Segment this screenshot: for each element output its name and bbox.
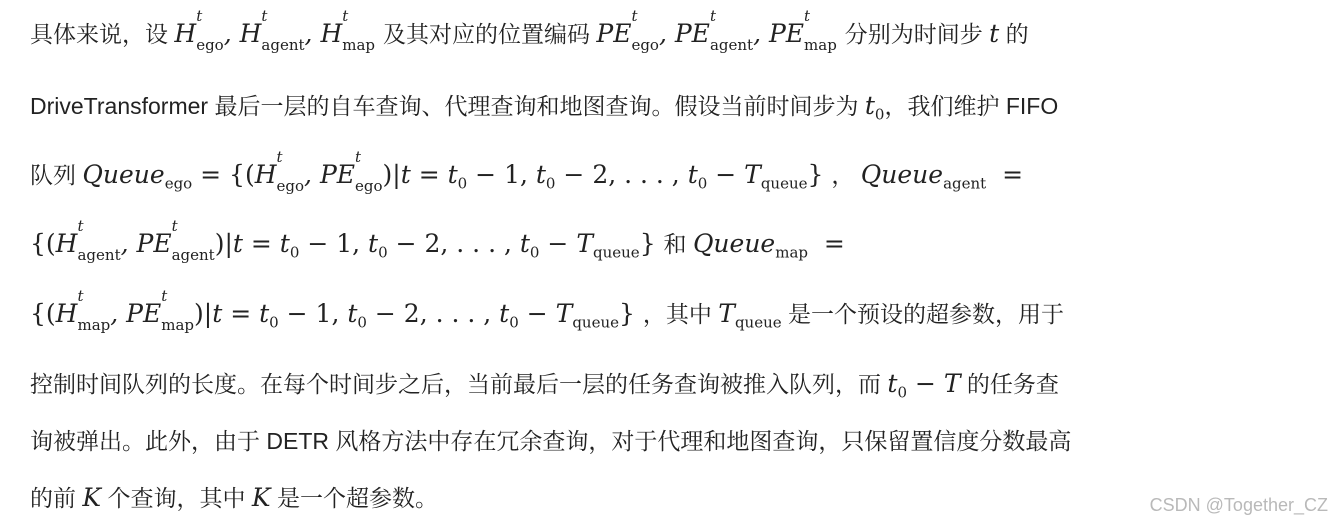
line2-text-a: DriveTransformer 最后一层的自车查询、代理查询和地图查询。假设当前时间步为: [30, 93, 859, 119]
line8-text-a: 的前: [30, 485, 76, 511]
math-queue-ego: Queue$_{ego}$ = {(H t $_{ego}$, PE t $_{ego})|t = t_0 - 1$, $t_0 - 2$, . . . , $t_0 - T_{queue}$}: [82, 148, 824, 195]
math-pe-set: PE t $_{ego}$, PE t $_{agent}$, PE t $_{map}$: [596, 7, 837, 54]
line3-text-a: 队列: [30, 162, 76, 188]
math-k-1: K: [82, 483, 102, 512]
line6-text-a: 控制时间队列的长度。在每个时间步之后，当前最后一层的任务查询被推入队列，而: [30, 371, 881, 397]
csdn-watermark: CSDN @Together_CZ: [1149, 495, 1328, 515]
line2-text-b: ，我们维护 FIFO: [884, 93, 1059, 119]
line5-text-a: ，其中: [642, 301, 712, 327]
paragraph-line-3: [30, 148, 1328, 195]
math-k-2: K: [251, 483, 271, 512]
math-t0-minus-t: $t_0 - T$: [887, 369, 961, 402]
line4-and: 和: [663, 231, 687, 257]
line1-text-c: 分别为时间步: [844, 21, 983, 47]
line1-text-d: 的: [1005, 21, 1029, 47]
paragraph-line-4: [30, 217, 1328, 264]
paragraph-line-6: [30, 364, 1328, 404]
math-h-set: H t $_{ego}$, H t $_{agent}$, H t $_{map}$: [174, 7, 376, 54]
paragraph-line-7: [30, 421, 1328, 461]
line1-text-b: 及其对应的位置编码: [382, 21, 590, 47]
line8-text-b: 个查询，其中: [107, 485, 246, 511]
math-queue-agent-lhs: Queue$_{agent}$ =: [860, 160, 1024, 193]
paragraph-line-2: [30, 86, 1328, 126]
line6-text-b: 的任务查: [966, 371, 1059, 397]
paragraph-line-1: [30, 7, 1328, 54]
line7-text: 询被弹出。此外，由于 DETR 风格方法中存在冗余查询，对于代理和地图查询，只保留置信度分数最高: [30, 428, 1072, 454]
line5-text-b: 是一个预设的超参数，用于: [788, 301, 1065, 327]
math-t0: $t_0$: [864, 91, 885, 124]
math-queue-map-lhs: Queue$_{map}$ =: [692, 229, 845, 262]
line8-text-c: 是一个超参数。: [276, 485, 438, 511]
math-queue-agent-rhs: {(H t $_{agent}$, PE t $_{agent})|t = t_0 - 1$, $t_0 - 2$, . . . , $t_0 - T_{queue}$}: [30, 217, 656, 264]
math-t-queue: $T_{queue}$: [718, 299, 782, 332]
line1-text-a: 具体来说，设: [30, 21, 168, 47]
paragraph-line-8: [30, 478, 1328, 518]
math-queue-map-rhs: {(H t $_{map}$, PE t $_{map})|t = t_0 - 1$, $t_0 - 2$, . . . , $t_0 - T_{queue}$}: [30, 287, 635, 334]
math-t: t: [989, 19, 1000, 48]
paragraph-line-5: [30, 287, 1328, 334]
line3-text-b: ，: [831, 162, 855, 188]
